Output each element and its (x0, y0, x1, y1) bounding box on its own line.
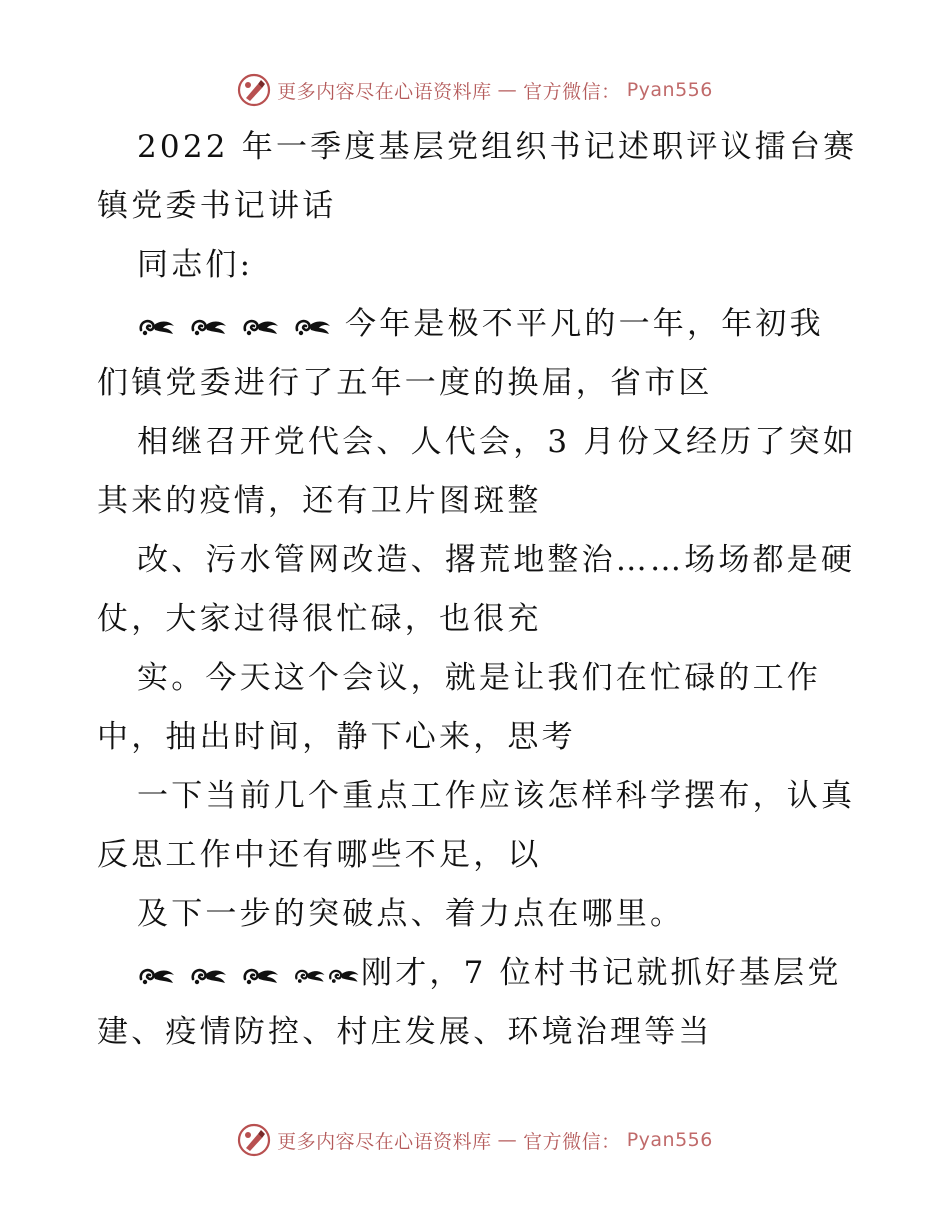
paragraph1-line1-text: 今年是极不平凡的一年，年初我 (345, 306, 824, 342)
pen-logo-icon (237, 73, 271, 107)
fleuron-icon (241, 963, 281, 987)
watermark-text: 更多内容尽在心语资料库 (277, 1130, 492, 1153)
watermark-footer (0, 1120, 950, 1160)
watermark-separator: — (497, 1129, 518, 1151)
paragraph1-line8: 中，抽出时间，静下心来，思考 (97, 719, 576, 755)
watermark-contact-id: Pyan556 (626, 1129, 713, 1151)
paragraph1-line7: 实。今天这个会议，就是让我们在忙碌的工作 (137, 660, 821, 696)
fleuron-icon (327, 963, 361, 987)
fleuron-icon (241, 314, 281, 338)
paragraph1-line6: 仗，大家过得很忙碌，也很充 (97, 601, 542, 637)
fleuron-icon (293, 963, 327, 987)
salutation: 同志们: (137, 247, 254, 283)
document-title-line1: 2022 年一季度基层党组织书记述职评议擂台赛 (137, 129, 858, 165)
fleuron-icon (293, 314, 333, 338)
paragraph2-line1 (137, 953, 897, 993)
paragraph1-line3: 相继召开党代会、人代会，3 月份又经历了突如 (137, 424, 857, 460)
watermark-text: 更多内容尽在心语资料库 (277, 80, 492, 103)
paragraph1-line4: 其来的疫情，还有卫片图斑整 (97, 483, 542, 519)
fleuron-icon (189, 963, 229, 987)
watermark-contact-id: Pyan556 (626, 79, 713, 101)
paragraph1-line9: 一下当前几个重点工作应该怎样科学摆布，认真 (137, 778, 856, 814)
paragraph1-line2: 们镇党委进行了五年一度的换届，省市区 (97, 365, 713, 401)
watermark-contact-label: 官方微信： (523, 1130, 621, 1153)
fleuron-icon (189, 314, 229, 338)
watermark-header (0, 70, 950, 110)
paragraph1-line5: 改、污水管网改造、撂荒地整治……场场都是硬 (137, 542, 856, 578)
watermark-separator: — (497, 79, 518, 101)
fleuron-icon (137, 314, 177, 338)
paragraph1-line1 (137, 304, 897, 344)
paragraph2-line2: 建、疫情防控、村庄发展、环境治理等当 (97, 1014, 713, 1050)
fleuron-icon (137, 963, 177, 987)
pen-logo-icon (237, 1123, 271, 1157)
watermark-contact-label: 官方微信： (523, 80, 621, 103)
paragraph1-line10: 反思工作中还有哪些不足，以 (97, 837, 542, 873)
paragraph1-line11: 及下一步的突破点、着力点在哪里。 (137, 896, 685, 932)
document-title-line2: 镇党委书记讲话 (97, 188, 337, 224)
paragraph2-line1-text: 刚才，7 位村书记就抓好基层党 (361, 955, 842, 991)
